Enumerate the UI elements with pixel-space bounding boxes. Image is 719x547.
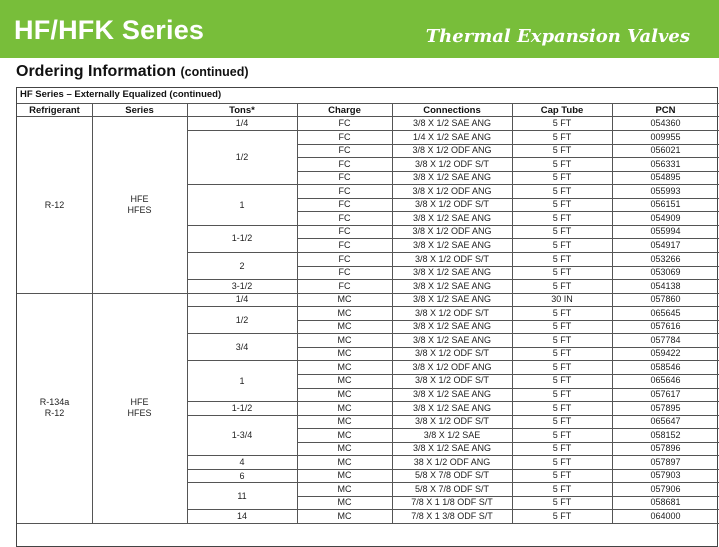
tons-value: 1/2 — [235, 314, 249, 325]
pcn-cell: 059422 — [650, 348, 681, 359]
tons-cell — [187, 402, 297, 416]
tons-value: 3/4 — [235, 341, 249, 352]
connections-cell: 5/8 X 7/8 ODF S/T — [414, 483, 490, 494]
pcn-cell: 055994 — [650, 226, 681, 237]
connections-cell: 5/8 X 7/8 ODF S/T — [414, 470, 490, 481]
tons-value: 14 — [236, 511, 247, 522]
series-value: HFE — [130, 194, 149, 205]
column-header: Tons* — [229, 105, 255, 116]
pcn-cell: 057784 — [650, 334, 681, 345]
pcn-cell: 057896 — [650, 443, 681, 454]
title-banner — [0, 0, 719, 58]
charge-cell: MC — [337, 402, 352, 413]
connections-cell: 3/8 X 1/2 SAE ANG — [412, 294, 492, 305]
cap-tube-cell: 5 FT — [552, 172, 572, 183]
column-header: Connections — [423, 105, 481, 116]
charge-cell: MC — [337, 497, 352, 508]
charge-cell: FC — [338, 118, 351, 128]
tons-value: 1 — [239, 375, 245, 386]
cap-tube-cell: 5 FT — [552, 402, 572, 413]
refrigerant-value: R-12 — [44, 199, 65, 210]
tons-value: 1/4 — [235, 118, 249, 129]
cap-tube-cell: 5 FT — [552, 199, 572, 210]
pcn-cell: 058546 — [650, 361, 681, 372]
connections-cell: 3/8 X 1/2 SAE ANG — [412, 172, 492, 183]
charge-cell: MC — [337, 443, 352, 454]
charge-cell: FC — [338, 280, 351, 291]
connections-cell: 3/8 X 1/2 ODF ANG — [412, 145, 492, 156]
tons-value: 1-1/2 — [231, 233, 253, 244]
connections-cell: 3/8 X 1/2 ODF ANG — [412, 361, 492, 372]
tons-cell — [187, 185, 297, 226]
charge-cell: FC — [338, 145, 351, 156]
cap-tube-cell: 5 FT — [552, 470, 572, 481]
cap-tube-cell: 5 FT — [552, 443, 572, 454]
section-note: (continued) — [180, 65, 249, 79]
charge-cell: MC — [337, 510, 352, 521]
column-rule — [392, 103, 393, 524]
charge-cell: FC — [338, 212, 351, 223]
tons-cell — [187, 293, 297, 307]
cap-tube-cell: 5 FT — [552, 375, 572, 386]
pcn-cell: 058152 — [650, 429, 681, 440]
charge-cell: FC — [338, 267, 351, 278]
ordering-table — [16, 87, 718, 547]
tons-value: 4 — [239, 457, 245, 468]
tons-cell — [187, 334, 297, 361]
pcn-cell: 065647 — [650, 416, 681, 427]
tons-value: 1-3/4 — [231, 429, 253, 440]
connections-cell: 3/8 X 1/2 SAE ANG — [412, 443, 492, 454]
table-caption: HF Series – Externally Equalized (continued) — [20, 89, 222, 100]
pcn-cell: 057860 — [650, 294, 681, 305]
connections-cell: 3/8 X 1/2 ODF S/T — [414, 416, 490, 427]
charge-cell: FC — [338, 131, 351, 142]
pcn-cell: 009955 — [650, 131, 681, 142]
connections-cell: 3/8 X 1/2 ODF S/T — [414, 158, 490, 169]
connections-cell: 3/8 X 1/2 SAE ANG — [412, 267, 492, 278]
pcn-cell: 057895 — [650, 402, 681, 413]
pcn-cell: 057897 — [650, 456, 681, 467]
cap-tube-cell: 30 IN — [551, 294, 573, 305]
cap-tube-cell: 5 FT — [552, 226, 572, 237]
charge-cell: FC — [338, 158, 351, 169]
column-rule — [187, 103, 188, 524]
charge-cell: MC — [337, 389, 352, 399]
cap-tube-cell: 5 FT — [552, 280, 572, 291]
column-rule — [612, 103, 613, 524]
cap-tube-cell: 5 FT — [552, 483, 572, 494]
tons-cell — [187, 225, 297, 252]
charge-cell: MC — [337, 294, 352, 305]
series-title: HF/HFK Series — [14, 15, 205, 45]
pcn-cell: 054909 — [650, 212, 681, 223]
tons-value: 1 — [239, 199, 245, 210]
tons-value: 6 — [239, 470, 245, 481]
refrigerant-cell — [17, 293, 92, 523]
column-header: Series — [125, 105, 154, 116]
column-header: Charge — [328, 105, 361, 116]
refrigerant-cell — [17, 117, 92, 293]
connections-cell: 3/8 X 1/2 SAE ANG — [412, 118, 492, 128]
tons-value: 2 — [239, 260, 245, 271]
charge-cell: MC — [337, 361, 352, 372]
pcn-cell: 058681 — [650, 497, 681, 508]
connections-cell: 3/8 X 1/2 SAE ANG — [412, 239, 492, 250]
pcn-cell: 053266 — [650, 253, 681, 264]
charge-cell: FC — [338, 199, 351, 210]
charge-cell: FC — [338, 185, 351, 196]
column-header: Cap Tube — [540, 105, 584, 116]
refrigerant-text — [45, 200, 65, 211]
charge-cell: MC — [337, 470, 352, 481]
series-value: HFES — [127, 205, 152, 216]
pcn-cell: 054138 — [650, 280, 681, 291]
charge-cell: FC — [338, 239, 351, 250]
pcn-cell: 057616 — [650, 321, 681, 332]
connections-cell: 3/8 X 1/2 ODF ANG — [412, 226, 492, 237]
tons-cell — [187, 469, 297, 483]
charge-cell: MC — [337, 348, 352, 359]
pcn-cell: 056151 — [650, 199, 681, 210]
connections-cell: 3/8 X 1/2 SAE — [423, 429, 481, 440]
connections-cell: 3/8 X 1/2 SAE ANG — [412, 280, 492, 291]
connections-cell: 3/8 X 1/2 ODF S/T — [414, 199, 490, 210]
connections-cell: 3/8 X 1/2 ODF S/T — [414, 348, 490, 359]
series-cell — [92, 293, 187, 523]
column-rule — [297, 103, 298, 524]
cap-tube-cell: 5 FT — [552, 118, 572, 128]
cap-tube-cell: 5 FT — [552, 131, 572, 142]
product-subtitle: Thermal Expansion Valves — [425, 26, 690, 47]
cap-tube-cell: 5 FT — [552, 212, 572, 223]
refrigerant-value: R-134a — [39, 397, 70, 408]
cap-tube-cell: 5 FT — [552, 416, 572, 427]
pcn-cell: 056021 — [650, 145, 681, 156]
pcn-cell: 064000 — [650, 510, 681, 521]
refrigerant-value: R-12 — [44, 408, 65, 419]
cap-tube-cell: 5 FT — [552, 185, 572, 196]
tons-cell — [187, 510, 297, 524]
cap-tube-cell: 5 FT — [552, 456, 572, 467]
connections-cell: 3/8 X 1/2 ODF S/T — [414, 253, 490, 264]
connections-cell: 3/8 X 1/2 ODF ANG — [412, 185, 492, 196]
cap-tube-cell: 5 FT — [552, 253, 572, 264]
pcn-cell: 054917 — [650, 239, 681, 250]
connections-cell: 3/8 X 1/2 SAE ANG — [412, 321, 492, 332]
connections-cell: 38 X 1/2 ODF ANG — [413, 456, 491, 467]
charge-cell: MC — [337, 429, 352, 440]
cap-tube-cell: 5 FT — [552, 348, 572, 359]
tons-value: 1-1/2 — [231, 402, 253, 413]
connections-cell: 3/8 X 1/2 ODF S/T — [414, 375, 490, 386]
column-rule — [92, 103, 93, 524]
cap-tube-cell: 5 FT — [552, 239, 572, 250]
refrigerant-text — [40, 397, 70, 419]
charge-cell: MC — [337, 483, 352, 494]
tons-cell — [187, 361, 297, 402]
pcn-cell: 056331 — [650, 158, 681, 169]
section-title: Ordering Information — [16, 63, 176, 80]
connections-cell: 3/8 X 1/2 SAE ANG — [412, 334, 492, 345]
tons-value: 1/2 — [235, 152, 249, 163]
tons-cell — [187, 415, 297, 456]
pcn-cell: 057903 — [650, 470, 681, 481]
pcn-cell: 057906 — [650, 483, 681, 494]
charge-cell: MC — [337, 321, 352, 332]
series-cell — [92, 117, 187, 293]
column-header: Refrigerant — [29, 105, 80, 116]
connections-cell: 3/8 X 1/2 SAE ANG — [412, 212, 492, 223]
series-text — [127, 397, 151, 419]
connections-cell: 7/8 X 1 1/8 ODF S/T — [411, 497, 493, 508]
tons-cell — [187, 456, 297, 470]
charge-cell: MC — [337, 456, 352, 467]
tons-cell — [187, 307, 297, 334]
pcn-cell: 065645 — [650, 307, 681, 318]
cap-tube-cell: 5 FT — [552, 497, 572, 508]
pcn-cell: 057617 — [650, 389, 681, 399]
tons-value: 3-1/2 — [231, 280, 253, 291]
cap-tube-cell: 5 FT — [552, 334, 572, 345]
series-text — [127, 194, 151, 216]
charge-cell: FC — [338, 253, 351, 264]
pcn-cell: 054895 — [650, 172, 681, 183]
cap-tube-cell: 5 FT — [552, 429, 572, 440]
cap-tube-cell: 5 FT — [552, 321, 572, 332]
cap-tube-cell: 5 FT — [552, 267, 572, 278]
cap-tube-cell: 5 FT — [552, 158, 572, 169]
pcn-cell: 065646 — [650, 375, 681, 386]
charge-cell: MC — [337, 307, 352, 318]
tons-cell — [187, 131, 297, 185]
tons-cell — [187, 253, 297, 280]
tons-cell — [187, 280, 297, 294]
charge-cell: MC — [337, 416, 352, 427]
pcn-cell: 055993 — [650, 185, 681, 196]
tons-value: 11 — [237, 490, 247, 501]
tons-cell — [187, 117, 297, 131]
connections-cell: 3/8 X 1/2 SAE ANG — [412, 402, 492, 413]
pcn-cell: 054360 — [650, 118, 681, 128]
series-value: HFE — [130, 397, 149, 408]
charge-cell: MC — [337, 375, 352, 386]
connections-cell: 3/8 X 1/2 SAE ANG — [412, 389, 492, 399]
connections-cell: 7/8 X 1 3/8 ODF S/T — [411, 510, 493, 521]
tons-value: 1/4 — [235, 294, 249, 305]
cap-tube-cell: 5 FT — [552, 389, 572, 399]
tons-cell — [187, 483, 297, 510]
cap-tube-cell: 5 FT — [552, 510, 572, 521]
connections-cell: 1/4 X 1/2 SAE ANG — [412, 131, 492, 142]
cap-tube-cell: 5 FT — [552, 307, 572, 318]
charge-cell: FC — [338, 172, 351, 183]
cap-tube-cell: 5 FT — [552, 361, 572, 372]
column-rule — [512, 103, 513, 524]
connections-cell: 3/8 X 1/2 ODF S/T — [414, 307, 490, 318]
charge-cell: MC — [337, 334, 352, 345]
charge-cell: FC — [338, 226, 351, 237]
series-value: HFES — [127, 408, 152, 419]
column-header: PCN — [655, 105, 676, 116]
cap-tube-cell: 5 FT — [552, 145, 572, 156]
section-heading — [16, 63, 249, 81]
pcn-cell: 053069 — [650, 267, 681, 278]
